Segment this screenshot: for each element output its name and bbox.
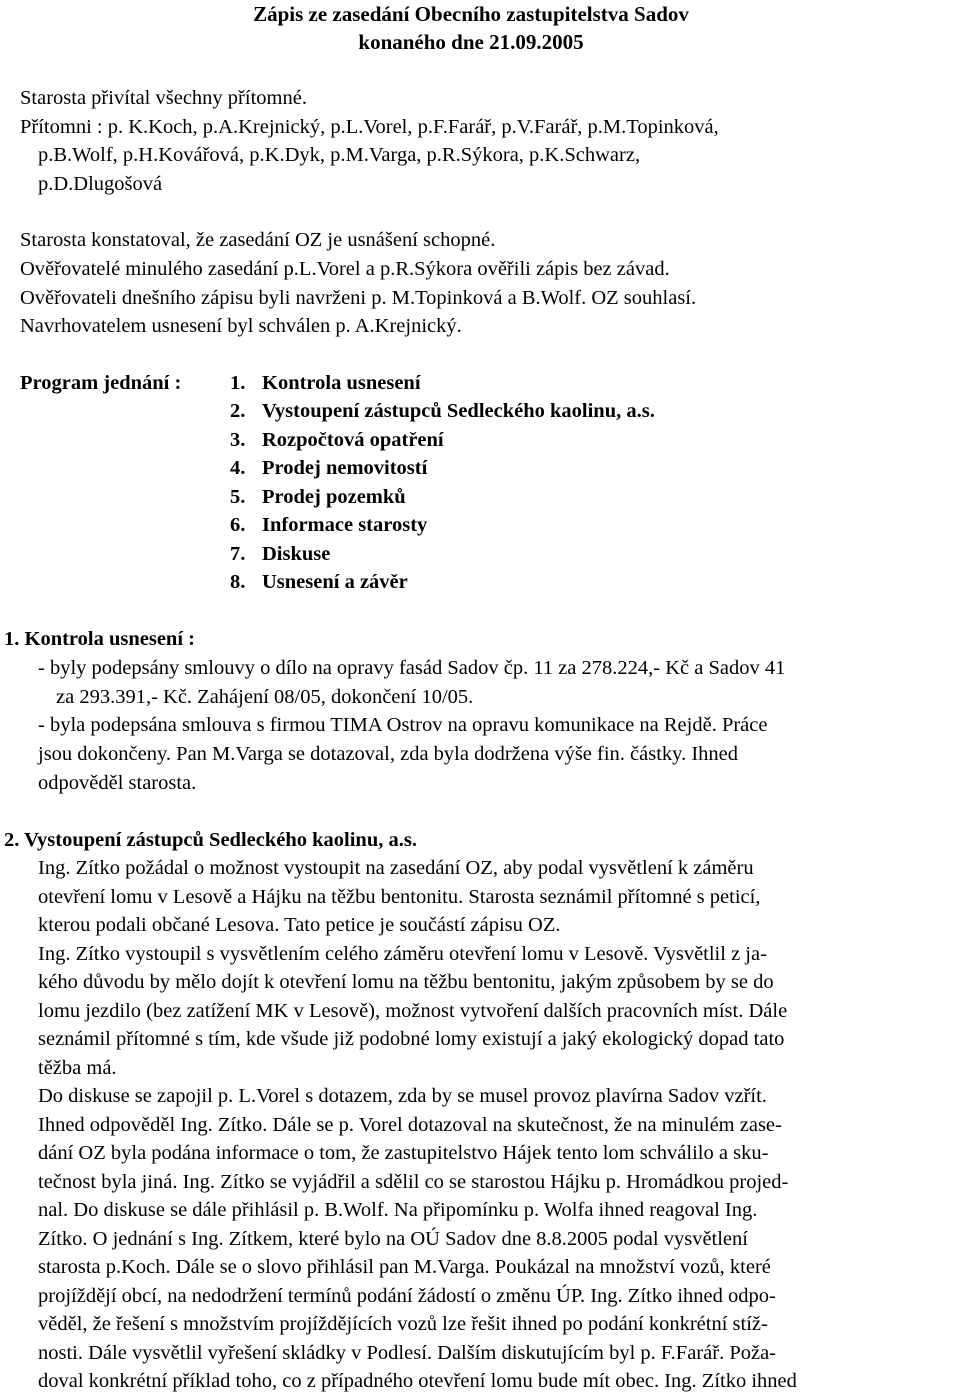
greeting: Starosta přivítal všechny přítomné.: [20, 87, 307, 109]
agenda-item-number: 3.: [230, 429, 246, 451]
section-2-line: Do diskuse se zapojil p. L.Vorel s dotazem, zda by se musel provoz plavírna Sadov vzřít.: [38, 1085, 767, 1107]
agenda-item-number: 8.: [230, 571, 246, 593]
present-line: p.B.Wolf, p.H.Kovářová, p.K.Dyk, p.M.Varga, p.R.Sýkora, p.K.Schwarz,: [38, 144, 641, 166]
section-2-line: tečnost byla jiná. Ing. Zítko se vyjádřil a sdělil co se starostou Hájku p. Hromádkou projed-: [38, 1171, 789, 1193]
section-2-line: dání OZ byla podána informace o tom, že zastupitelstvo Hájek tento lom schválilo a sku-: [38, 1142, 769, 1164]
section-2-line: doval konkrétní příklad toho, co z případného otevření lomu bude mít obec. Ing. Zítko ihned: [38, 1370, 797, 1392]
section-2-line: kého důvodu by mělo dojít k otevření lomu na těžbu bentonitu, jakým způsobem by se do: [38, 971, 774, 993]
section-2-line: kterou podali občané Lesova. Tato petice je součástí zápisu OZ.: [38, 914, 561, 936]
agenda-item: Kontrola usnesení: [262, 372, 421, 394]
section-2-line: otevření lomu v Lesově a Hájku na těžbu bentonitu. Starosta seznámil přítomné s peticí,: [38, 886, 761, 908]
agenda-item: Usnesení a závěr: [262, 571, 408, 593]
agenda-item-number: 2.: [230, 400, 246, 422]
agenda-label: Program jednání :: [20, 372, 182, 394]
section-2-line: nosti. Dále vysvětlil vyřešení skládky v Podlesí. Dalším diskutujícím byl p. F.Farář. Poža-: [38, 1342, 776, 1364]
statement: Ověřovatelé minulého zasedání p.L.Vorel a p.R.Sýkora ověřili zápis bez závad.: [20, 258, 670, 280]
section-1-heading: 1. Kontrola usnesení :: [4, 628, 195, 650]
agenda-item-number: 1.: [230, 372, 246, 394]
agenda-item-number: 6.: [230, 514, 246, 536]
section-1-line: - byly podepsány smlouvy o dílo na opravy fasád Sadov čp. 11 za 278.224,- Kč a Sadov 41: [38, 657, 786, 679]
section-1-line: - byla podepsána smlouva s firmou TIMA Ostrov na opravu komunikace na Rejdě. Práce: [38, 714, 768, 736]
agenda-item: Prodej nemovitostí: [262, 457, 428, 479]
agenda-item-number: 4.: [230, 457, 246, 479]
agenda-item: Informace starosty: [262, 514, 428, 536]
section-2-heading: 2. Vystoupení zástupců Sedleckého kaolinu, a.s.: [4, 829, 417, 851]
present-line: p.D.Dlugošová: [38, 173, 163, 195]
statement: Starosta konstatoval, že zasedání OZ je usnášení schopné.: [20, 229, 496, 251]
section-1-line: jsou dokončeny. Pan M.Varga se dotazoval, zda byla dodržena výše fin. částky. Ihned: [38, 743, 739, 765]
agenda-item-number: 7.: [230, 543, 246, 565]
section-2-line: Ing. Zítko požádal o možnost vystoupit na zasedání OZ, aby podal vysvětlení k záměru: [38, 857, 754, 879]
present-line: Přítomni : p. K.Koch, p.A.Krejnický, p.L.Vorel, p.F.Farář, p.V.Farář, p.M.Topinková,: [20, 116, 719, 138]
section-2-line: lomu jezdilo (bez zatížení MK v Lesově), možnost vytvoření dalších pracovních míst. Dále: [38, 1000, 788, 1022]
section-1-line: odpověděl starosta.: [38, 772, 197, 794]
statement: Ověřovateli dnešního zápisu byli navrženi p. M.Topinková a B.Wolf. OZ souhlasí.: [20, 287, 697, 309]
agenda-item: Rozpočtová opatření: [262, 429, 444, 451]
section-2-line: Ihned odpověděl Ing. Zítko. Dále se p. Vorel dotazoval na skutečnost, že na minulém zase-: [38, 1114, 782, 1136]
agenda-item: Diskuse: [262, 543, 331, 565]
statement: Navrhovatelem usnesení byl schválen p. A.Krejnický.: [20, 315, 462, 337]
section-2-line: věděl, že řešení s množstvím projíždějících vozů lze řešit ihned po podání konkrétní stíž-: [38, 1313, 768, 1335]
agenda-item: Prodej pozemků: [262, 486, 406, 508]
section-2-line: Zítko. O jednání s Ing. Zítkem, které bylo na OÚ Sadov dne 8.8.2005 podal vysvětlení: [38, 1228, 748, 1250]
agenda-item: Vystoupení zástupců Sedleckého kaolinu, a.s.: [262, 400, 655, 422]
section-2-line: starosta p.Koch. Dále se o slovo přihlásil pan M.Varga. Poukázal na množství vozů, které: [38, 1256, 771, 1278]
section-2-line: projíždějí obcí, na nedodržení termínů podání žádostí o změnu ÚP. Ing. Zítko ihned odpo-: [38, 1285, 776, 1307]
document-title: Zápis ze zasedání Obecního zastupitelstva Sadov: [253, 2, 689, 26]
meeting-date: konaného dne 21.09.2005: [358, 30, 584, 54]
section-2-line: těžba má.: [38, 1057, 117, 1079]
section-2-line: nal. Do diskuse se dále přihlásil p. B.Wolf. Na připomínku p. Wolfa ihned reagoval Ing.: [38, 1199, 758, 1221]
agenda-item-number: 5.: [230, 486, 246, 508]
section-1-line: za 293.391,- Kč. Zahájení 08/05, dokončení 10/05.: [56, 686, 474, 708]
section-2-line: Ing. Zítko vystoupil s vysvětlením celého záměru otevření lomu v Lesově. Vysvětlil z ja-: [38, 943, 767, 965]
section-2-line: seznámil přítomné s tím, kde všude již podobné lomy existují a jaký ekologický dopad tato: [38, 1028, 785, 1050]
